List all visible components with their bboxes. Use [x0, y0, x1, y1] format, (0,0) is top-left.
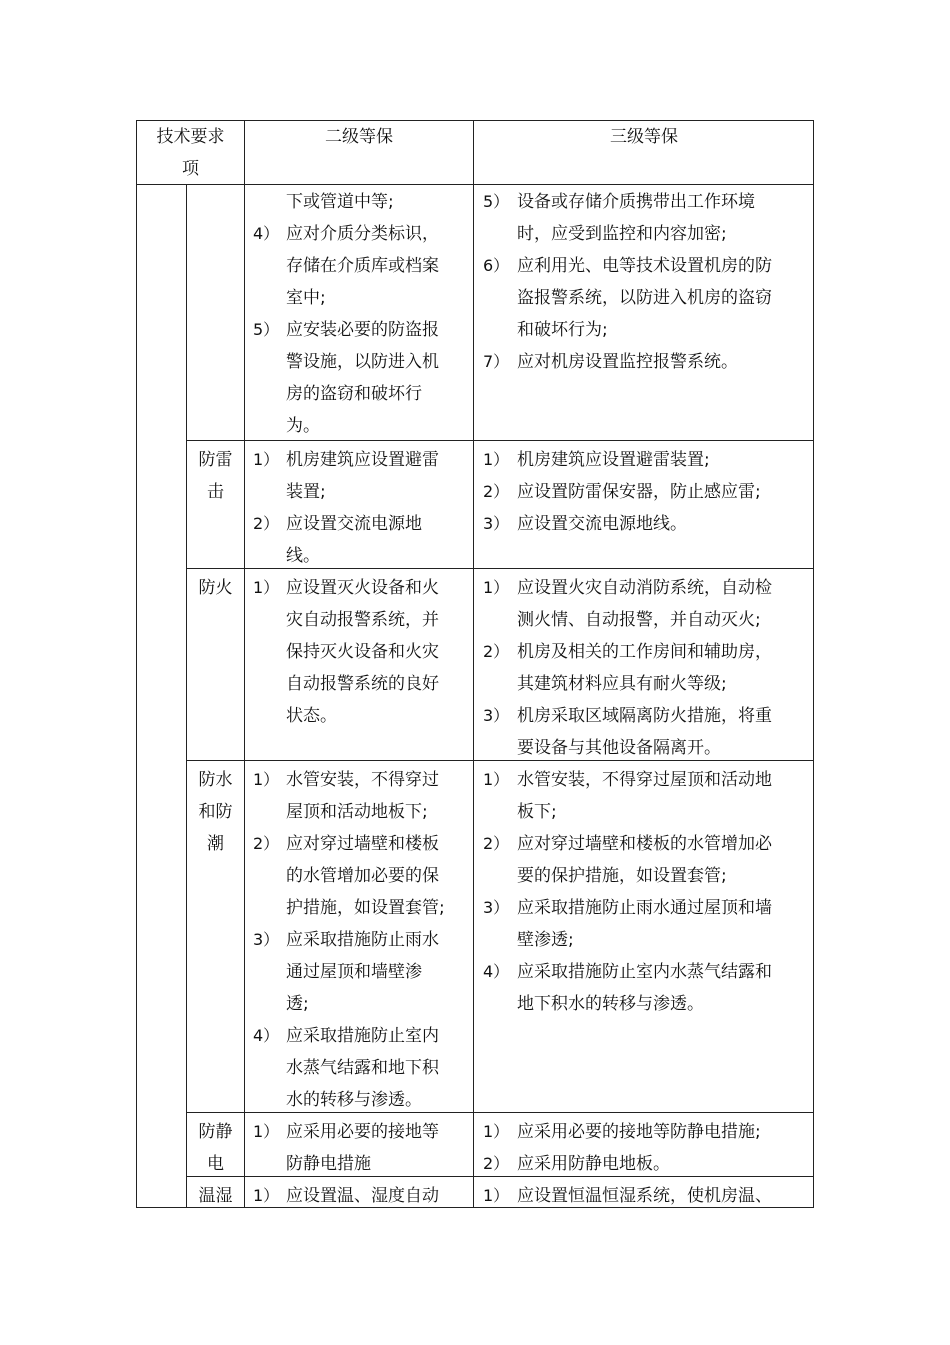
fire-l3-1-line-1: 应设置火灾自动消防系统，自动检 [517, 578, 772, 598]
fire-l3-1-line-2: 测火情、自动报警，并自动灭火; [517, 610, 761, 630]
water-l2-1-line-2: 屋顶和活动地板下; [286, 802, 428, 822]
humidity-l2-1-line-1: 应设置温、湿度自动 [286, 1186, 439, 1206]
water-l2-4-line-1: 应采取措施防止室内 [286, 1026, 439, 1046]
row-divider-4 [186, 1112, 814, 1113]
lightning-l3-3-line-1: 应设置交流电源地线。 [517, 514, 687, 534]
fire-l3-2-num: 2） [483, 642, 510, 661]
water-l3-item-4 [517, 956, 772, 1020]
cont-l2-item-1-line-1: 下或管道中等; [286, 192, 394, 212]
category-fire [187, 572, 244, 604]
water-l3-1-line-2: 板下; [517, 802, 557, 822]
static-l3-2-line-1: 应采用防静电地板。 [517, 1154, 670, 1174]
lightning-l3-item-1 [517, 444, 710, 476]
water-l3-4-line-2: 地下积水的转移与渗透。 [517, 994, 704, 1014]
fire-l2-1-line-4: 自动报警系统的良好 [286, 674, 439, 694]
cont-l2-item-3-line-2: 警设施，以防进入机 [286, 352, 439, 372]
static-l3-1-num: 1） [483, 1122, 510, 1141]
humidity-l2-1-num: 1） [253, 1186, 280, 1205]
category-fire-line-1: 防火 [198, 578, 233, 598]
water-l3-3-num: 3） [483, 898, 510, 917]
fire-l2-item-1 [286, 572, 439, 732]
water-l2-2-line-2: 的水管增加必要的保 [286, 866, 439, 886]
humidity-l2-item-1 [286, 1180, 439, 1212]
cont-l2-item-3-line-3: 房的盗窃和破坏行 [286, 384, 422, 404]
fire-l3-item-2 [517, 636, 772, 700]
water-l2-4-line-3: 水的转移与渗透。 [286, 1090, 422, 1110]
static-l2-1-line-2: 防静电措施 [286, 1154, 371, 1174]
fire-l2-1-line-5: 状态。 [286, 706, 337, 726]
water-l3-item-1 [517, 764, 772, 828]
col-divider-1 [244, 120, 245, 1208]
cont-l3-item-3 [517, 346, 738, 378]
water-l2-item-3 [286, 924, 439, 1020]
fire-l2-1-num: 1） [253, 578, 280, 597]
fire-l3-2-line-1: 机房及相关的工作房间和辅助房， [517, 642, 772, 662]
lightning-l3-3-num: 3） [483, 514, 510, 533]
category-static [187, 1116, 244, 1180]
water-l3-4-line-1: 应采取措施防止室内水蒸气结露和 [517, 962, 772, 982]
col-divider-2 [473, 120, 474, 1208]
category-water-line-2: 和防 [198, 802, 233, 822]
category-lightning-line-1: 防雷 [198, 450, 233, 470]
cont-l3-item-2-line-2: 盗报警系统，以防进入机房的盗窃 [517, 288, 772, 308]
lightning-l2-2-line-1: 应设置交流电源地 [286, 514, 422, 534]
category-water-line-1: 防水 [198, 770, 233, 790]
cont-l2-item-3-num: 5） [253, 320, 280, 339]
cont-l3-item-2-num: 6） [483, 256, 510, 275]
humidity-l3-1-num: 1） [483, 1186, 510, 1205]
col-divider-cat [186, 184, 187, 1208]
fire-l3-2-line-2: 其建筑材料应具有耐火等级; [517, 674, 727, 694]
cont-l2-item-2-num: 4） [253, 224, 280, 243]
humidity-l3-item-1 [517, 1180, 772, 1212]
cont-l2-item-3-line-1: 应安装必要的防盗报 [286, 320, 439, 340]
fire-l3-3-line-1: 机房采取区域隔离防火措施，将重 [517, 706, 772, 726]
water-l2-4-line-2: 水蒸气结露和地下积 [286, 1058, 439, 1078]
lightning-l3-2-num: 2） [483, 482, 510, 501]
cont-l3-item-2-line-3: 和破坏行为; [517, 320, 608, 340]
header-tech-line1: 技术要求 [156, 127, 225, 147]
humidity-l3-1-line-1: 应设置恒温恒湿系统，使机房温、 [517, 1186, 772, 1206]
static-l2-item-1 [286, 1116, 439, 1180]
header-tech-line2: 项 [182, 159, 199, 179]
lightning-l2-2-num: 2） [253, 514, 280, 533]
fire-l3-item-3 [517, 700, 772, 764]
water-l2-3-line-3: 透; [286, 994, 309, 1014]
water-l3-2-num: 2） [483, 834, 510, 853]
lightning-l3-2-line-1: 应设置防雷保安器，防止感应雷; [517, 482, 761, 502]
cont-l3-item-1 [517, 186, 755, 250]
water-l3-2-line-1: 应对穿过墙壁和楼板的水管增加必 [517, 834, 772, 854]
lightning-l3-1-num: 1） [483, 450, 510, 469]
water-l3-3-line-2: 壁渗透; [517, 930, 574, 950]
fire-l3-item-1 [517, 572, 772, 636]
cont-l2-item-3-line-4: 为。 [286, 416, 320, 436]
header-level2: 二级等保 [325, 127, 393, 147]
row-divider-2 [186, 568, 814, 569]
cont-l3-item-1-line-1: 设备或存储介质携带出工作环境 [517, 192, 755, 212]
cont-l2-item-2-line-1: 应对介质分类标识， [286, 224, 439, 244]
cont-l3-item-1-num: 5） [483, 192, 510, 211]
fire-l2-1-line-1: 应设置灭火设备和火 [286, 578, 439, 598]
category-static-line-1: 防静 [198, 1122, 233, 1142]
water-l2-4-num: 4） [253, 1026, 280, 1045]
lightning-l2-2-line-2: 线。 [286, 546, 320, 566]
cont-l2-item-3 [286, 314, 439, 442]
water-l3-item-2 [517, 828, 772, 892]
water-l2-item-1 [286, 764, 439, 828]
row-divider-1 [186, 440, 814, 441]
cont-l3-item-2-line-1: 应利用光、电等技术设置机房的防 [517, 256, 772, 276]
category-lightning [187, 444, 244, 508]
fire-l2-1-line-3: 保持灭火设备和火灾 [286, 642, 439, 662]
cont-l3-item-3-line-1: 应对机房设置监控报警系统。 [517, 352, 738, 372]
cont-l3-item-3-num: 7） [483, 352, 510, 371]
water-l3-4-num: 4） [483, 962, 510, 981]
fire-l2-1-line-2: 灾自动报警系统，并 [286, 610, 439, 630]
water-l2-2-num: 2） [253, 834, 280, 853]
static-l3-item-1 [517, 1116, 761, 1148]
fire-l3-3-line-2: 要设备与其他设备隔离开。 [517, 738, 721, 758]
static-l3-item-2 [517, 1148, 670, 1180]
cont-l2-item-2 [286, 218, 439, 314]
cont-l3-item-2 [517, 250, 772, 346]
category-water [187, 764, 244, 860]
lightning-l2-1-num: 1） [253, 450, 280, 469]
category-lightning-line-2: 击 [207, 482, 224, 502]
header-level3: 三级等保 [610, 127, 678, 147]
fire-l3-1-num: 1） [483, 578, 510, 597]
fire-l3-3-num: 3） [483, 706, 510, 725]
water-l2-item-4 [286, 1020, 439, 1116]
category-water-line-3: 潮 [207, 834, 224, 854]
lightning-l2-item-1 [286, 444, 439, 508]
water-l2-3-line-2: 通过屋顶和墙壁渗 [286, 962, 422, 982]
category-humidity-line-1: 温湿 [198, 1186, 233, 1206]
water-l3-item-3 [517, 892, 772, 956]
lightning-l3-item-2 [517, 476, 761, 508]
lightning-l3-1-line-1: 机房建筑应设置避雷装置; [517, 450, 710, 470]
category-humidity [187, 1180, 244, 1212]
water-l2-1-num: 1） [253, 770, 280, 789]
water-l2-2-line-3: 护措施，如设置套管; [286, 898, 445, 918]
header-tech-requirement [137, 121, 244, 185]
water-l2-item-2 [286, 828, 445, 924]
category-static-line-2: 电 [207, 1154, 224, 1174]
water-l3-3-line-1: 应采取措施防止雨水通过屋顶和墙 [517, 898, 772, 918]
water-l3-1-line-1: 水管安装，不得穿过屋顶和活动地 [517, 770, 772, 790]
static-l2-1-line-1: 应采用必要的接地等 [286, 1122, 439, 1142]
static-l3-2-num: 2） [483, 1154, 510, 1173]
water-l2-3-num: 3） [253, 930, 280, 949]
static-l3-1-line-1: 应采用必要的接地等防静电措施; [517, 1122, 761, 1142]
lightning-l2-1-line-2: 装置; [286, 482, 326, 502]
lightning-l2-item-2 [286, 508, 422, 572]
lightning-l2-1-line-1: 机房建筑应设置避雷 [286, 450, 439, 470]
water-l2-1-line-1: 水管安装，不得穿过 [286, 770, 439, 790]
water-l2-2-line-1: 应对穿过墙壁和楼板 [286, 834, 439, 854]
water-l3-2-line-2: 要的保护措施，如设置套管; [517, 866, 727, 886]
static-l2-1-num: 1） [253, 1122, 280, 1141]
cont-l2-item-1 [286, 186, 394, 218]
lightning-l3-item-3 [517, 508, 687, 540]
cont-l3-item-1-line-2: 时，应受到监控和内容加密; [517, 224, 727, 244]
cont-l2-item-2-line-3: 室中; [286, 288, 326, 308]
water-l2-3-line-1: 应采取措施防止雨水 [286, 930, 439, 950]
cont-l2-item-2-line-2: 存储在介质库或档案 [286, 256, 439, 276]
water-l3-1-num: 1） [483, 770, 510, 789]
